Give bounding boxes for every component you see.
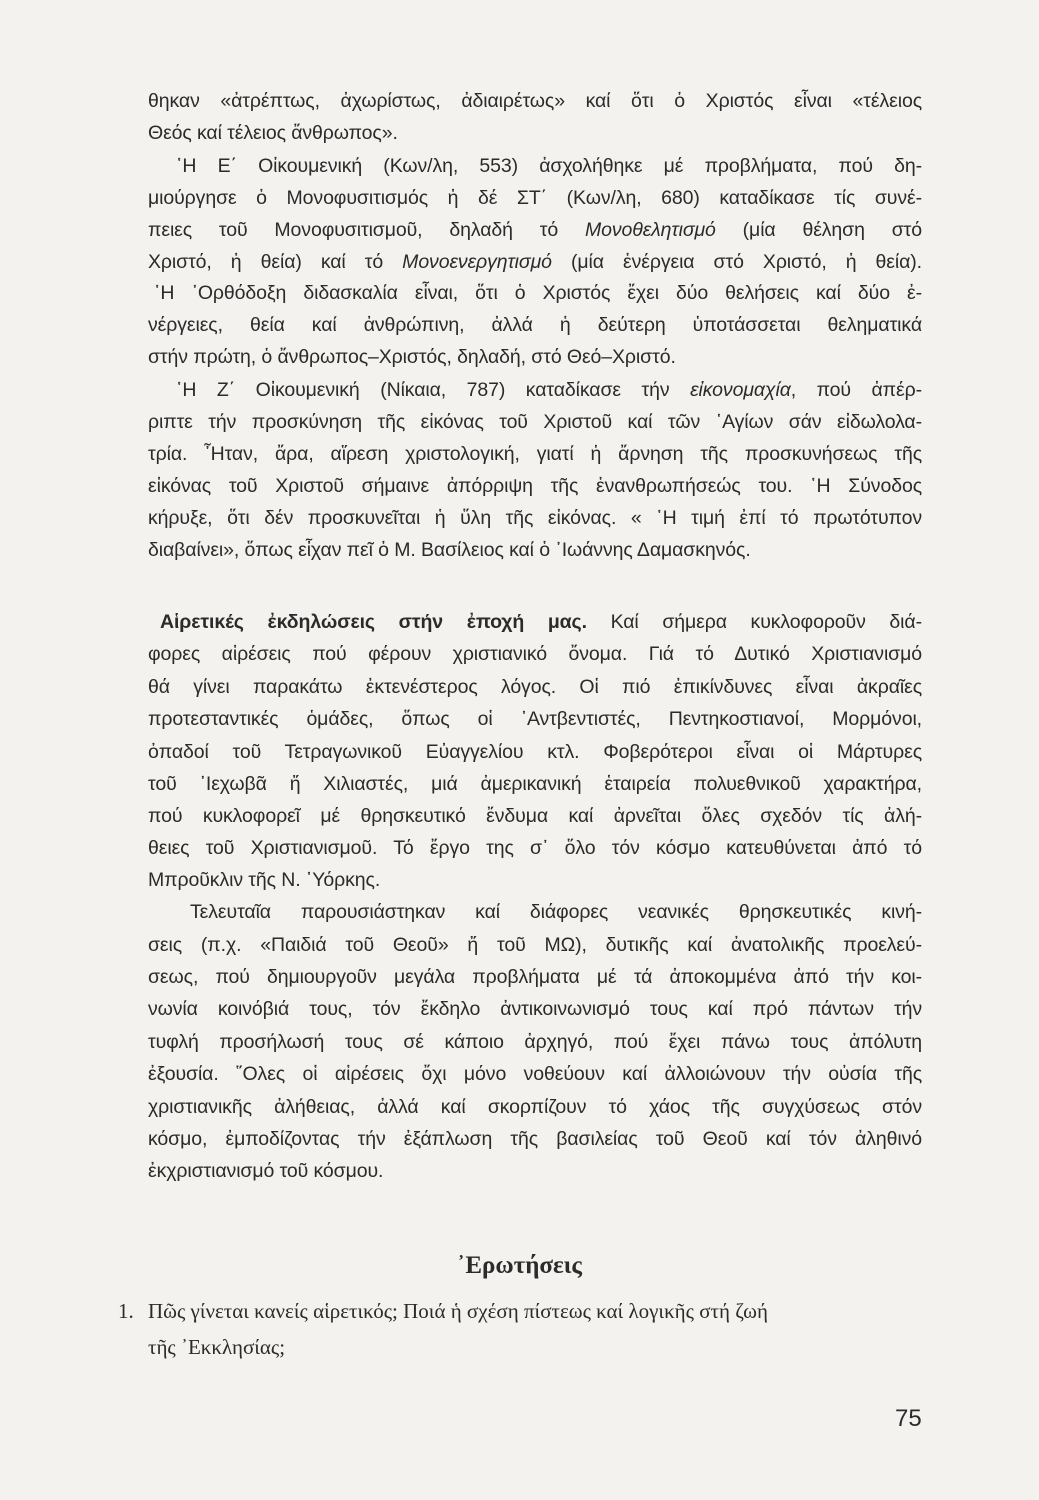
- text-run: τοῦ ᾿Ιεχωβᾶ ἤ Χιλιαστές, μιά ἀμερικανική ἑταιρεία πολυεθνικοῦ χαρακτήρα,: [148, 773, 922, 795]
- text-run: Μπροῦκλιν τῆς Ν. ῾Υόρκης.: [148, 869, 381, 891]
- page-number: 75: [895, 1405, 922, 1432]
- text-line: [148, 442, 922, 466]
- text-run: , πού ἀπέρ-: [790, 379, 922, 401]
- text-run: φορες αἱρέσεις πού φέρουν χριστιανικό ὄνομα. Γιά τό Δυτικό Χριστιανισμό: [148, 643, 922, 665]
- text-line: [148, 707, 922, 731]
- text-line: [148, 1127, 922, 1151]
- text-line: [148, 474, 922, 498]
- question-text-line-1: Πῶς γίνεται κανείς αἱρετικός; Ποιά ἡ σχέση πίστεως καί λογικῆς στή ζωή: [148, 1299, 768, 1323]
- text-line: [148, 933, 922, 957]
- text-run: ῾Η Ζ΄ Οἰκουμενική (Νίκαια, 787) καταδίκασε τήν: [176, 379, 691, 401]
- questions-heading: ᾿Ερωτήσεις: [457, 1252, 582, 1279]
- text-line: [190, 900, 922, 924]
- text-line: [148, 506, 922, 530]
- text-run: στήν πρώτη, ὁ ἄνθρωπος–Χριστός, δηλαδή, στό Θεό–Χριστό.: [148, 346, 676, 368]
- text-line: [148, 675, 922, 699]
- text-run: κήρυξε, ὅτι δέν προσκυνεῖται ἡ ὕλη τῆς εἰκόνας. « ῾Η τιμή ἐπί τό πρωτότυπον: [148, 507, 922, 529]
- question-text-line-2: τῆς ᾿Εκκλησίας;: [148, 1335, 286, 1359]
- text-line: [148, 740, 922, 764]
- text-run: κόσμο, ἐμποδίζοντας τήν ἐξάπλωση τῆς βασιλείας τοῦ Θεοῦ καί τόν ἀληθινό: [148, 1128, 922, 1150]
- text-line: [176, 154, 922, 178]
- text-run: ἐξουσία. ῞Ολες οἱ αἱρέσεις ὄχι μόνο νοθεύουν καί ἀλλοιώνουν τήν οὐσία τῆς: [148, 1063, 922, 1085]
- text-run: ῾Η Ε΄ Οἰκουμενική (Κων/λη, 553) ἀσχολήθηκε μέ προβλήματα, πού δη-: [176, 155, 922, 177]
- text-run: πειες τοῦ Μονοφυσιτισμοῦ, δηλαδή τό: [148, 219, 585, 241]
- text-run: σεως, πού δημιουργοῦν μεγάλα προβλήματα μέ τά ἀποκομμένα ἀπό τήν κοι-: [148, 966, 922, 988]
- text-run: εἰκόνας τοῦ Χριστοῦ σήμαινε ἀπόρριψη τῆς ἐνανθρωπήσεώς του. ῾Η Σύνοδος: [148, 475, 922, 497]
- text-run: ῾Η ᾿Ορθόδοξη διδασκαλία εἶναι, ὅτι ὁ Χριστός ἔχει δύο θελήσεις καί δύο ἐ-: [154, 282, 922, 304]
- text-run: νέργειες, θεία καί ἀνθρώπινη, ἀλλά ἡ δεύτερη ὑποτάσσεται θεληματικά: [148, 314, 922, 336]
- text-run: τρία. ῏Ηταν, ἄρα, αἵρεση χριστολογική, γιατί ἡ ἄρνηση τῆς προσκυνήσεως τῆς: [148, 443, 922, 465]
- emphasized-term: εἰκονομαχία: [690, 379, 791, 401]
- text-run: ἐκχριστιανισμό τοῦ κόσμου.: [148, 1160, 384, 1182]
- text-line: [148, 250, 922, 274]
- text-line: [148, 345, 922, 369]
- question-number: 1.: [118, 1299, 134, 1323]
- emphasized-term: Μονοενεργητισμό: [402, 251, 552, 273]
- section-heading-inline: Αἱρετικές ἐκδηλώσεις στήν ἐποχή μας.: [160, 611, 587, 633]
- text-line: [148, 804, 922, 828]
- text-line: [148, 410, 922, 434]
- text-line: [148, 642, 922, 666]
- text-line: [148, 1095, 922, 1119]
- text-run: χριστιανικῆς ἀλήθειας, ἀλλά καί σκορπίζουν τό χάος τῆς συγχύσεως στόν: [148, 1096, 922, 1118]
- text-line: [148, 997, 922, 1021]
- text-line: [148, 1062, 922, 1086]
- text-run: πού κυκλοφορεῖ μέ θρησκευτικό ἔνδυμα καί ἀρνεῖται ὅλες σχεδόν τίς ἀλή-: [148, 805, 922, 827]
- text-line: [148, 538, 922, 562]
- text-run: Χριστό, ἡ θεία) καί τό: [148, 251, 403, 273]
- text-run: μιούργησε ὁ Μονοφυσιτισμός ἡ δέ ΣΤ΄ (Κων/λη, 680) καταδίκασε τίς συνέ-: [148, 187, 922, 209]
- text-line: [160, 610, 922, 634]
- text-run: θηκαν «ἀτρέπτως, ἀχωρίστως, ἀδιαιρέτως» καί ὅτι ὁ Χριστός εἶναι «τέλειος: [148, 90, 922, 112]
- text-run: ριπτε τήν προσκύνηση τῆς εἰκόνας τοῦ Χριστοῦ καί τῶν ῾Αγίων σάν εἰδωλολα-: [148, 411, 922, 433]
- text-line: [148, 836, 922, 860]
- text-line: [148, 868, 922, 892]
- text-run: σεις (π.χ. «Παιδιά τοῦ Θεοῦ» ἤ τοῦ ΜΩ), δυτικῆς καί ἀνατολικῆς προελεύ-: [148, 934, 922, 956]
- text-run: ὀπαδοί τοῦ Τετραγωνικοῦ Εὐαγγελίου κτλ. Φοβερότεροι εἶναι οἱ Μάρτυρες: [148, 741, 922, 763]
- text-line: [148, 1159, 922, 1183]
- text-run: προτεσταντικές ὁμάδες, ὅπως οἱ ᾿Αντβεντιστές, Πεντηκοστιανοί, Μορμόνοι,: [148, 708, 922, 730]
- text-line: [148, 218, 922, 242]
- text-line: [148, 965, 922, 989]
- text-run: Τελευταῖα παρουσιάστηκαν καί διάφορες νεανικές θρησκευτικές κινή-: [190, 901, 922, 923]
- text-run: (μία ἐνέργεια στό Χριστό, ἡ θεία).: [551, 251, 922, 273]
- text-run: θειες τοῦ Χριστιανισμοῦ. Τό ἔργο της σ᾿ ὅλο τόν κόσμο κατευθύνεται ἀπό τό: [148, 837, 922, 859]
- text-run: θά γίνει παρακάτω ἐκτενέστερος λόγος. Οἱ πιό ἐπικίνδυνες εἶναι ἀκραῖες: [148, 676, 922, 698]
- text-run: διαβαίνει», ὅπως εἶχαν πεῖ ὁ Μ. Βασίλειος καί ὁ ᾿Ιωάννης Δαμασκηνός.: [148, 539, 751, 561]
- text-run: τυφλή προσήλωσή τους σέ κάποιο ἀρχηγό, πού ἔχει πάνω τους ἀπόλυτη: [148, 1031, 922, 1053]
- text-run: Θεός καί τέλειος ἄνθρωπος».: [148, 122, 398, 144]
- text-run: Καί σήμερα κυκλοφοροῦν διά-: [586, 611, 922, 633]
- emphasized-term: Μονοθελητισμό: [584, 219, 716, 241]
- text-line: [148, 89, 922, 113]
- text-line: [148, 121, 922, 145]
- text-run: νωνία κοινόβιά τους, τόν ἔκδηλο ἀντικοινωνισμό τους καί πρό πάντων τήν: [148, 998, 922, 1020]
- text-line: [176, 378, 922, 402]
- text-line: [148, 313, 922, 337]
- text-line: [148, 1030, 922, 1054]
- text-line: [148, 772, 922, 796]
- text-run: (μία θέληση στό: [715, 219, 922, 241]
- text-line: [148, 186, 922, 210]
- text-line: [154, 281, 922, 305]
